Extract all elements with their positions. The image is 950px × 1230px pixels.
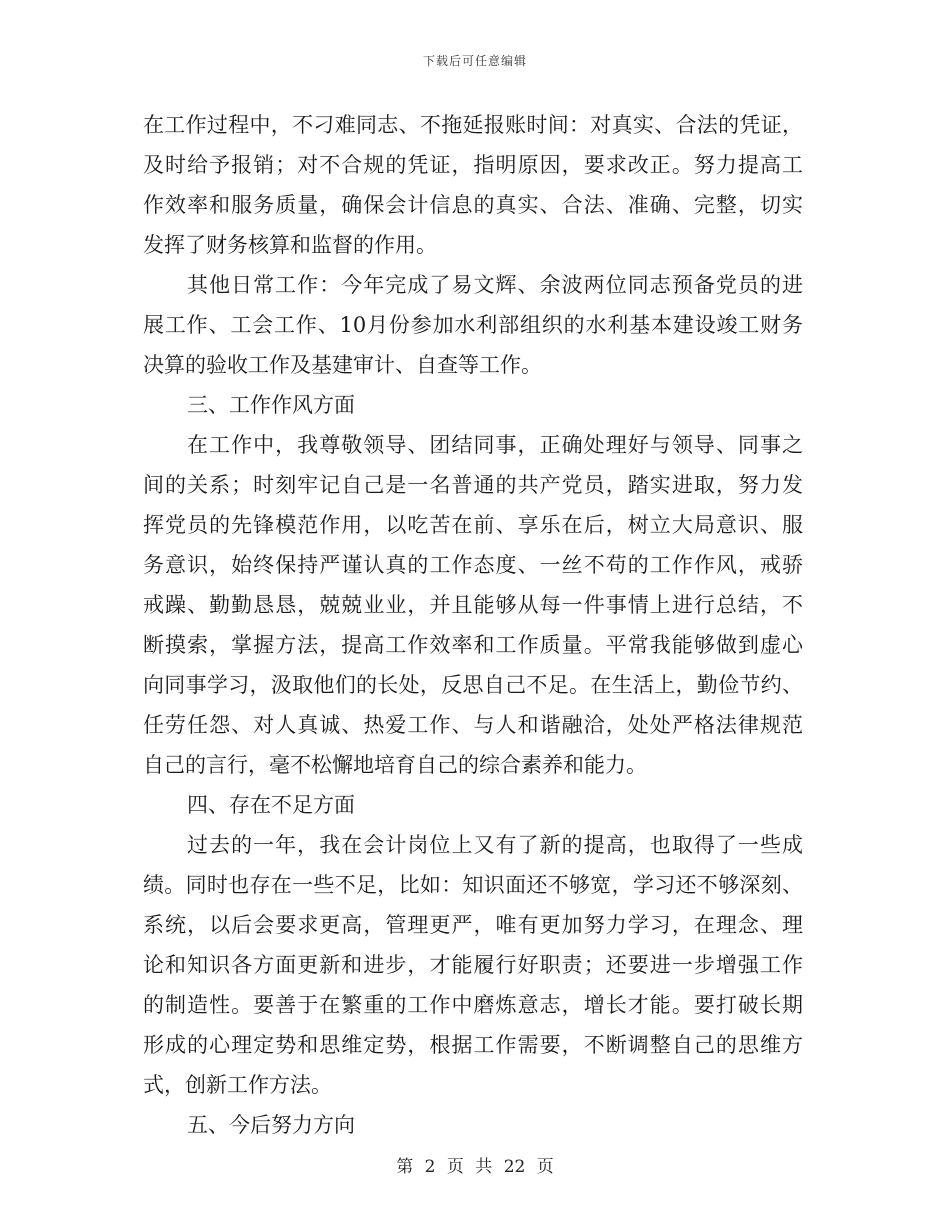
text-line: 发挥了财务核算和监督的作用。	[143, 233, 437, 257]
text-line: 任劳任怨、对人真诚、热爱工作、与人和谐融洽，处处严格法律规范	[143, 713, 803, 737]
text-line: 展工作、工会工作、10月份参加水利部组织的水利基本建设竣工财务	[143, 313, 803, 337]
section-heading: 五、今后努力方向	[187, 1113, 355, 1137]
section-heading: 三、工作作风方面	[187, 393, 355, 417]
text-line: 系统，以后会要求更高，管理更严，唯有更加努力学习，在理念、理	[143, 913, 803, 937]
text-line: 在工作中，我尊敬领导、团结同事，正确处理好与领导、同事之	[187, 433, 803, 457]
text-line: 论和知识各方面更新和进步，才能履行好职责；还要进一步增强工作	[143, 953, 803, 977]
text-line: 及时给予报销；对不合规的凭证，指明原因，要求改正。努力提高工	[143, 153, 803, 177]
text-line: 决算的验收工作及基建审计、自查等工作。	[143, 353, 542, 377]
text-line: 过去的一年，我在会计岗位上又有了新的提高，也取得了一些成	[187, 833, 803, 857]
text-line: 在工作过程中，不刁难同志、不拖延报账时间：对真实、合法的凭证，	[143, 113, 803, 137]
text-line: 形成的心理定势和思维定势，根据工作需要，不断调整自己的思维方	[143, 1033, 803, 1057]
text-line: 自己的言行，毫不松懈地培育自己的综合素养和能力。	[143, 753, 647, 777]
page-header: 下载后可任意编辑	[422, 54, 527, 68]
text-line: 作效率和服务质量，确保会计信息的真实、合法、准确、完整，切实	[143, 193, 803, 217]
text-line: 向同事学习，汲取他们的长处，反思自己不足。在生活上，勤俭节约、	[143, 673, 803, 697]
text-line: 其他日常工作：今年完成了易文辉、余波两位同志预备党员的进	[187, 273, 803, 297]
document-body	[143, 105, 803, 1145]
text-line: 断摸索，掌握方法，提高工作效率和工作质量。平常我能够做到虚心	[143, 633, 803, 657]
text-line: 务意识，始终保持严谨认真的工作态度、一丝不苟的工作作风，戒骄	[143, 553, 803, 577]
text-line: 式，创新工作方法。	[143, 1073, 332, 1097]
text-line: 戒躁、勤勤恳恳，兢兢业业，并且能够从每一件事情上进行总结，不	[143, 593, 803, 617]
text-line: 的制造性。要善于在繁重的工作中磨炼意志，增长才能。要打破长期	[143, 993, 803, 1017]
section-heading: 四、存在不足方面	[187, 793, 355, 817]
text-line: 绩。同时也存在一些不足，比如：知识面还不够宽，学习还不够深刻、	[143, 873, 803, 897]
text-line: 挥党员的先锋模范作用，以吃苦在前、享乐在后，树立大局意识、服	[143, 513, 803, 537]
page-footer: 第 2 页 共 22 页	[396, 1157, 554, 1177]
text-line: 间的关系；时刻牢记自己是一名普通的共产党员，踏实进取，努力发	[143, 473, 803, 497]
